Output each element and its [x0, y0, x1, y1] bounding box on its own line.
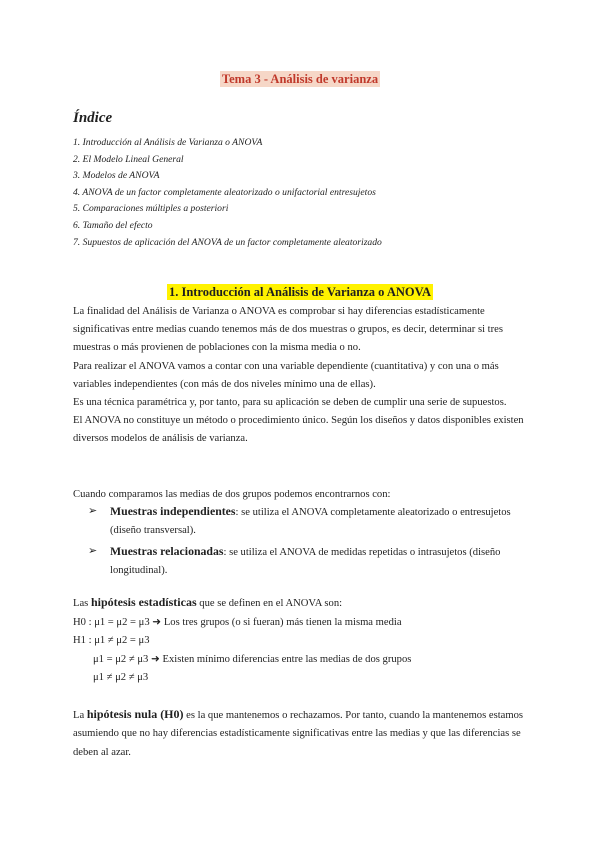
section-heading-text: 1. Introducción al Análisis de Varianza o ANOVA [168, 285, 432, 299]
bullet-term: Muestras relacionadas [110, 544, 224, 558]
list-item [88, 542, 528, 580]
index-item: 7. Supuestos de aplicación del ANOVA de un factor completamente aleatorizado [73, 236, 382, 248]
index-item: 4. ANOVA de un factor completamente aleatorizado o unifactorial entresujetos [73, 186, 376, 198]
h1-line: H1 : μ1 ≠ μ2 = μ3 [73, 635, 150, 646]
index-list [73, 135, 382, 251]
hypotheses-intro: Las hipótesis estadísticas que se definen en el ANOVA son: [73, 595, 343, 609]
h1-line-alt: μ1 = μ2 ≠ μ3 ➜ Existen mínimo diferencias entre las medias de dos grupos [93, 653, 412, 665]
document-title [0, 72, 600, 87]
hypotheses-block [73, 593, 529, 688]
h0-line: H0 : μ1 = μ2 = μ3 ➜ Los tres grupos (o si fueran) más tienen la misma media [73, 616, 402, 628]
section-heading [0, 285, 600, 300]
null-hypothesis-term: hipótesis nula (H0) [86, 707, 184, 721]
paragraph: La finalidad del Análisis de Varianza o ANOVA es comprobar si hay diferencias estadísticamente significativas entre medias cuando tenemos más de dos muestras o grupos, es decir, determinar si tres muestras o más provienen de poblaciones con la misma media o no. [73, 306, 503, 354]
intro-paragraphs [73, 303, 529, 449]
bullet-text: : se utiliza el ANOVA completamente aleatorizado o entresujetos (diseño transversal). [110, 507, 511, 536]
index-item: 2. El Modelo Lineal General [73, 153, 184, 165]
h1-line-alt: μ1 ≠ μ2 ≠ μ3 [93, 672, 149, 683]
paragraph: Es una técnica paramétrica y, por tanto, para su aplicación se deben de cumplir una serie de supuestos. [73, 397, 507, 409]
hypotheses-term: hipótesis estadísticas [90, 595, 197, 609]
index-heading: Índice [73, 110, 113, 126]
list-item [88, 502, 528, 540]
bullet-text: : se utiliza el ANOVA de medidas repetidas o intrasujetos (diseño longitudinal). [110, 547, 501, 576]
arrow-bullet-icon: ➢ [88, 505, 98, 517]
paragraph: El ANOVA no constituye un método o procedimiento único. Según los diseños y datos disponibles existen diversos modelos de análisis de varianza. [73, 415, 524, 445]
index-item: 6. Tamaño del efecto [73, 219, 153, 231]
null-hypothesis-paragraph: La hipótesis nula (H0) es la que mantenemos o rechazamos. Por tanto, cuando la mantenemos estamos asumiendo que no hay diferencias estadísticamente significativas entre las medias y que las diferencias se deben al azar. [73, 707, 524, 758]
index-item: 1. Introducción al Análisis de Varianza o ANOVA [73, 137, 263, 148]
document-title-text: Tema 3 - Análisis de varianza [221, 72, 379, 86]
compare-intro: Cuando comparamos las medias de dos grupos podemos encontrarnos con: [73, 489, 391, 500]
arrow-bullet-icon: ➢ [88, 545, 98, 557]
index-item: 5. Comparaciones múltiples a posteriori [73, 203, 229, 215]
index-item: 3. Modelos de ANOVA [73, 170, 160, 182]
paragraph: Para realizar el ANOVA vamos a contar con una variable dependiente (cuantitativa) y con una o más variables independientes (con más de dos niveles mínimo una de ellas). [73, 360, 499, 390]
sample-types-list [88, 502, 528, 582]
bullet-term: Muestras independientes [110, 504, 236, 518]
